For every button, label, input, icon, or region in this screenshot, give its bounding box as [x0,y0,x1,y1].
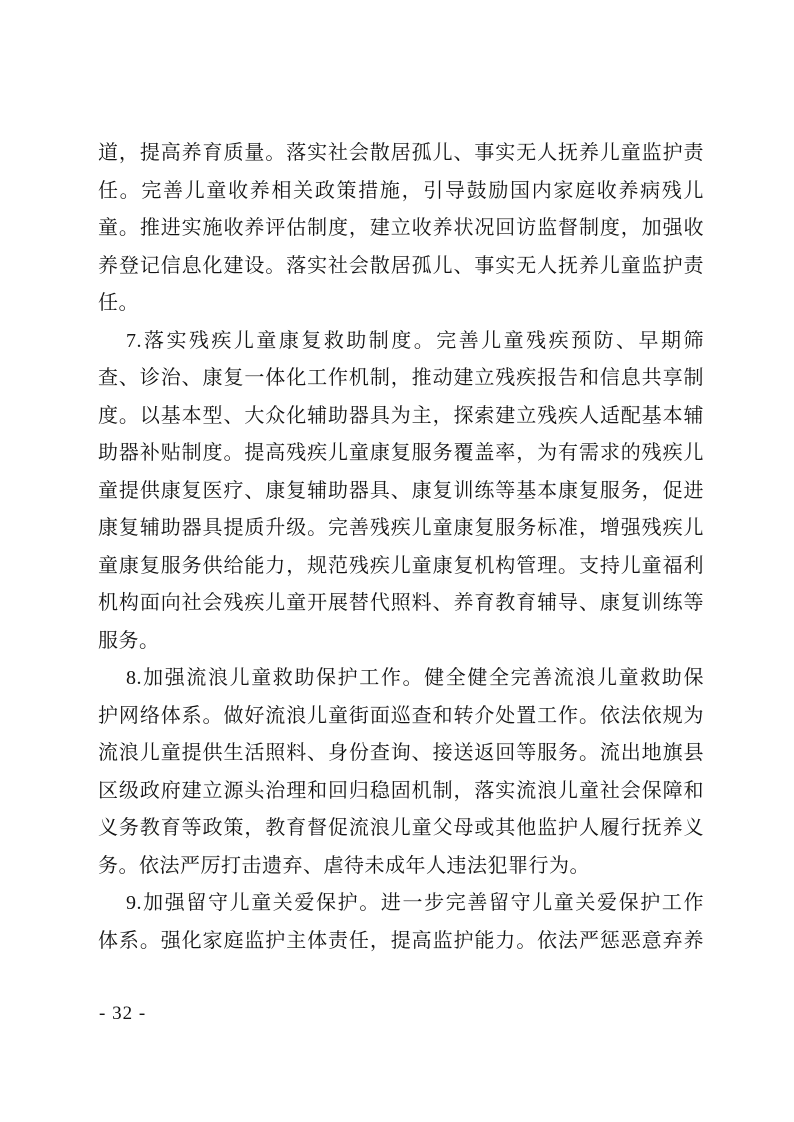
page-number: - 32 - [99,1003,147,1024]
text-line: 助器补贴制度。提高残疾儿童康复服务覆盖率，为有需求的残疾儿 [98,442,704,464]
text-line: 道，提高养育质量。落实社会散居孤儿、事实无人抚养儿童监护责 [98,142,704,164]
paragraph-item-9-left-behind-children [98,885,704,960]
text-line: 童康复服务供给能力，规范残疾儿童康复机构管理。支持儿童福利 [98,554,704,577]
text-line: 务。依法严厉打击遗弃、虐待未成年人违法犯罪行为。 [98,854,590,877]
text-line: 童。推进实施收养评估制度，建立收养状况回访监督制度，加强收 [98,217,704,239]
text-line: 9.加强留守儿童关爱保护。进一步完善留守儿童关爱保护工作 [126,892,704,914]
text-line: 8.加强流浪儿童救助保护工作。健全健全完善流浪儿童救助保 [126,667,704,689]
text-line: 查、诊治、康复一体化工作机制，推动建立残疾报告和信息共享制 [98,367,704,389]
text-line: 养登记信息化建设。落实社会散居孤儿、事实无人抚养儿童监护责 [98,254,704,277]
text-line: 护网络体系。做好流浪儿童街面巡查和转介处置工作。依法依规为 [98,704,704,727]
text-line: 流浪儿童提供生活照料、身份查询、接送返回等服务。流出地旗县 [98,742,704,764]
text-line: 机构面向社会残疾儿童开展替代照料、养育教育辅导、康复训练等 [98,592,704,614]
text-line: 童提供康复医疗、康复辅助器具、康复训练等基本康复服务，促进 [98,479,704,502]
text-line: 任。完善儿童收养相关政策措施，引导鼓励国内家庭收养病残儿 [98,179,704,202]
text-line: 区级政府建立源头治理和回归稳固机制，落实流浪儿童社会保障和 [98,779,704,802]
document-body [98,135,704,960]
text-line: 义务教育等政策，教育督促流浪儿童父母或其他监护人履行抚养义 [98,817,704,839]
text-line: 康复辅助器具提质升级。完善残疾儿童康复服务标准，增强残疾儿 [98,517,704,539]
text-line: 度。以基本型、大众化辅助器具为主，探索建立残疾人适配基本辅 [98,404,704,427]
text-line: 任。 [98,292,139,314]
paragraph-adoption-continued [98,135,704,323]
text-line: 7.落实残疾儿童康复救助制度。完善儿童残疾预防、早期筛 [126,329,704,352]
text-line: 体系。强化家庭监护主体责任，提高监护能力。依法严惩恶意弃养 [98,929,704,952]
paragraph-item-7-disabled-children [98,323,704,661]
paragraph-item-8-street-children [98,660,704,885]
text-line: 服务。 [98,629,160,652]
